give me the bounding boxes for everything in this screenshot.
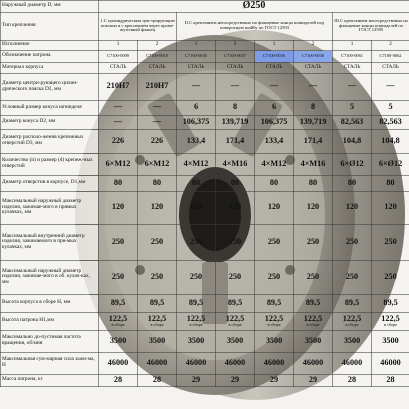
row-value: 89,5 <box>99 294 138 312</box>
row-value: 122,5 в сборе <box>333 312 372 330</box>
row-value: 28 <box>333 374 372 386</box>
row-value: СТАЛЬ <box>216 62 255 73</box>
row-value: 4×М16 <box>294 153 333 175</box>
row-value: 6×Ø12 <box>372 153 409 175</box>
row-value: 104,8 <box>333 129 372 153</box>
row-value: 250 <box>294 224 333 260</box>
row-value: 106,375 <box>177 115 216 129</box>
row-value: 3500 <box>216 330 255 352</box>
row-value: 6 <box>177 100 216 115</box>
row-label: Количество (n) и размер (d) крепеж-ных отверстий <box>1 153 99 175</box>
row-value: 4×М12 <box>177 153 216 175</box>
row-value: 3500 <box>372 330 409 352</box>
row-value: С7100-0062 <box>372 50 409 62</box>
row-value: 171,4 <box>294 129 333 153</box>
row-value: СТАЛЬ <box>99 62 138 73</box>
row-value: С7100-0035 <box>177 50 216 62</box>
row-value: СТАЛЬ <box>333 62 372 73</box>
row-value: С7100-0009 <box>99 50 138 62</box>
spec-row <box>1 330 409 352</box>
row-value: 210H7 <box>99 73 138 100</box>
row-value: 250 <box>255 224 294 260</box>
row-value: 122,5 в сборе <box>138 312 177 330</box>
row-value: — <box>99 115 138 129</box>
mount-type-c: III.С креплением непосредственно на фланцевые концы шпинделей по ГОСТ 12595 <box>333 12 409 40</box>
row-value: 80 <box>216 175 255 191</box>
row-value: 80 <box>138 175 177 191</box>
row-value: 3500 <box>333 330 372 352</box>
row-value: 120 <box>99 191 138 224</box>
spec-row <box>1 191 409 224</box>
row-value: 250 <box>255 260 294 294</box>
row-value: 250 <box>99 260 138 294</box>
row-value: 46000 <box>372 352 409 374</box>
row-value: 122,5 в сборе <box>255 312 294 330</box>
row-value: 46000 <box>216 352 255 374</box>
row-value: 226 <box>138 129 177 153</box>
row-label: Исполнение <box>1 40 99 50</box>
row-value: 46000 <box>255 352 294 374</box>
nominal-diameter-label: Наружный диаметр D, мм <box>1 1 99 13</box>
row-label: Масса патрона, кг <box>1 374 99 386</box>
row-value-note: в сборе <box>150 322 164 328</box>
row-value: 250 <box>216 260 255 294</box>
row-value: 171,4 <box>216 129 255 153</box>
row-value: 120 <box>138 191 177 224</box>
row-value: 250 <box>177 224 216 260</box>
row-value: 122,5 в сборе <box>216 312 255 330</box>
row-value: 2 <box>138 40 177 50</box>
row-value: 1 <box>177 40 216 50</box>
row-value: 122,5 в сборе <box>294 312 333 330</box>
row-label: Максимальная сум-марная сила зажи-ма, Н <box>1 352 99 374</box>
spec-row <box>1 260 409 294</box>
row-value: 3500 <box>294 330 333 352</box>
row-value: 46000 <box>138 352 177 374</box>
row-label: Максимальный внутренний диаметр изделия, зажимаемого в пря-мых кулачках, мм <box>1 224 99 260</box>
row-value: — <box>294 73 333 100</box>
row-value: — <box>177 73 216 100</box>
row-value: 29 <box>177 374 216 386</box>
row-value: — <box>138 115 177 129</box>
row-value: — <box>255 73 294 100</box>
row-value: 6×М12 <box>138 153 177 175</box>
row-value: СТАЛЬ <box>372 62 409 73</box>
spec-row <box>1 100 409 115</box>
row-value: 28 <box>372 374 409 386</box>
row-value: 80 <box>372 175 409 191</box>
row-value: 3500 <box>255 330 294 352</box>
row-value: 226 <box>99 129 138 153</box>
mount-type-a: 1.С цилиндрическим цен-трирующим пояском и с креплением через проме-жуточный фланец <box>99 12 177 40</box>
row-value: 46000 <box>177 352 216 374</box>
row-value: 3500 <box>138 330 177 352</box>
row-value-note: в сборе <box>383 322 398 328</box>
row-label: Диаметр конуса D2, мм <box>1 115 99 129</box>
row-value: 122,5 в сборе <box>372 312 409 330</box>
spec-row <box>1 129 409 153</box>
row-label: Диаметр располо-жения крепежных отверстий D3, мм <box>1 129 99 153</box>
row-value: 46000 <box>333 352 372 374</box>
spec-row <box>1 50 409 62</box>
row-value: 106,375 <box>255 115 294 129</box>
row-value: 89,5 <box>294 294 333 312</box>
row-value: 82,563 <box>333 115 372 129</box>
row-value: 1 <box>255 40 294 50</box>
row-value: 250 <box>216 224 255 260</box>
row-label: Максимальный наружный диаметр изделия, зажимае-мого в прямых кулачках, мм <box>1 191 99 224</box>
row-value: 4×М16 <box>216 153 255 175</box>
row-value: 80 <box>255 175 294 191</box>
row-label: Максимальный наружный диаметр изделия, зажимае-мого в об. кулач-ках, мм <box>1 260 99 294</box>
row-value: 4×М12 <box>255 153 294 175</box>
row-value: С7100-0037 <box>216 50 255 62</box>
row-value: 46000 <box>294 352 333 374</box>
row-value: С7100-0010 <box>138 50 177 62</box>
spec-row <box>1 374 409 386</box>
row-value: 46000 <box>99 352 138 374</box>
row-value: 80 <box>333 175 372 191</box>
spec-row <box>1 115 409 129</box>
row-value-note: в сборе <box>345 322 359 328</box>
mount-type-b: II.С креплением непосредственно на фланцевые концы шпинделей под поворотную шайбу по ГОСТ 12593 <box>177 12 333 40</box>
row-value-note: в сборе <box>111 322 125 328</box>
spec-row <box>1 73 409 100</box>
row-value-note: в сборе <box>189 322 203 328</box>
spec-row <box>1 62 409 73</box>
row-label: Высота корпуса в сборе H, мм <box>1 294 99 312</box>
row-value: 122,5 в сборе <box>99 312 138 330</box>
row-value: 120 <box>255 191 294 224</box>
row-value: 89,5 <box>372 294 409 312</box>
row-label: Высота патрона H1,мм <box>1 312 99 330</box>
row-label: Условный размер конуса шпинделя <box>1 100 99 115</box>
row-value: СТАЛЬ <box>138 62 177 73</box>
row-value: 250 <box>138 224 177 260</box>
spec-rows <box>1 40 409 386</box>
row-value: 2 <box>216 40 255 50</box>
row-value: 250 <box>333 260 372 294</box>
row-value: 80 <box>177 175 216 191</box>
spec-row <box>1 294 409 312</box>
row-value: С7100-0036 <box>255 50 294 62</box>
row-value: 120 <box>177 191 216 224</box>
row-value: — <box>216 73 255 100</box>
row-value: 120 <box>216 191 255 224</box>
row-label: Диаметр центри-рующего цилин-дрического пояска D2, мм <box>1 73 99 100</box>
row-value: 29 <box>294 374 333 386</box>
row-value: 250 <box>177 260 216 294</box>
row-value: 1 <box>99 40 138 50</box>
row-value: 89,5 <box>255 294 294 312</box>
row-value: 250 <box>294 260 333 294</box>
row-value: 250 <box>99 224 138 260</box>
spec-row <box>1 175 409 191</box>
spec-row <box>1 224 409 260</box>
row-label: Обозначение патрона <box>1 50 99 62</box>
row-value: 122,5 в сборе <box>177 312 216 330</box>
mount-type-label: Тип крепления <box>1 12 99 40</box>
row-label: Диаметр отверстия в корпусе, D1,мм <box>1 175 99 191</box>
row-value: 2 <box>372 40 409 50</box>
row-label: Материал корпуса <box>1 62 99 73</box>
row-value: 139,719 <box>294 115 333 129</box>
spec-row <box>1 352 409 374</box>
row-value: 3500 <box>99 330 138 352</box>
row-value: — <box>372 73 409 100</box>
row-value: 5 <box>333 100 372 115</box>
row-value-note: в сборе <box>267 322 281 328</box>
row-value: 80 <box>294 175 333 191</box>
row-label: Максимально до-пустимая частота вращения, об/мин <box>1 330 99 352</box>
row-value: С7100-0061 <box>333 50 372 62</box>
row-value: 5 <box>372 100 409 115</box>
spec-row <box>1 312 409 330</box>
row-value: 104,8 <box>372 129 409 153</box>
row-value: 6×Ø12 <box>333 153 372 175</box>
spec-row <box>1 153 409 175</box>
row-value: 1 <box>333 40 372 50</box>
row-value: 2 <box>294 40 333 50</box>
row-value: 210H7 <box>138 73 177 100</box>
row-value-note: в сборе <box>228 322 242 328</box>
row-value: 250 <box>372 260 409 294</box>
diameter-heading: Ø250 <box>99 1 409 13</box>
row-value: 120 <box>294 191 333 224</box>
row-value: 8 <box>294 100 333 115</box>
row-value: 120 <box>372 191 409 224</box>
row-value: 89,5 <box>216 294 255 312</box>
row-value: 6×М12 <box>99 153 138 175</box>
row-value: СТАЛЬ <box>255 62 294 73</box>
row-value: 250 <box>333 224 372 260</box>
row-value: 250 <box>138 260 177 294</box>
row-value: 89,5 <box>177 294 216 312</box>
row-value: 89,5 <box>333 294 372 312</box>
row-value: — <box>138 100 177 115</box>
row-value: 133,4 <box>177 129 216 153</box>
row-value: СТАЛЬ <box>294 62 333 73</box>
row-value: 89,5 <box>138 294 177 312</box>
row-value: С7100-0038 <box>294 50 333 62</box>
row-value: 250 <box>372 224 409 260</box>
row-value: 28 <box>138 374 177 386</box>
row-value: 133,4 <box>255 129 294 153</box>
row-value: 6 <box>255 100 294 115</box>
row-value: — <box>333 73 372 100</box>
row-value-note: в сборе <box>306 322 320 328</box>
row-value: 82,563 <box>372 115 409 129</box>
row-value: СТАЛЬ <box>177 62 216 73</box>
row-value: 8 <box>216 100 255 115</box>
spec-row <box>1 40 409 50</box>
row-value: 28 <box>99 374 138 386</box>
row-value: 139,719 <box>216 115 255 129</box>
row-value: 80 <box>99 175 138 191</box>
row-value: 29 <box>216 374 255 386</box>
row-value: 3500 <box>177 330 216 352</box>
row-value: — <box>99 100 138 115</box>
row-value: 120 <box>333 191 372 224</box>
row-value: 29 <box>255 374 294 386</box>
